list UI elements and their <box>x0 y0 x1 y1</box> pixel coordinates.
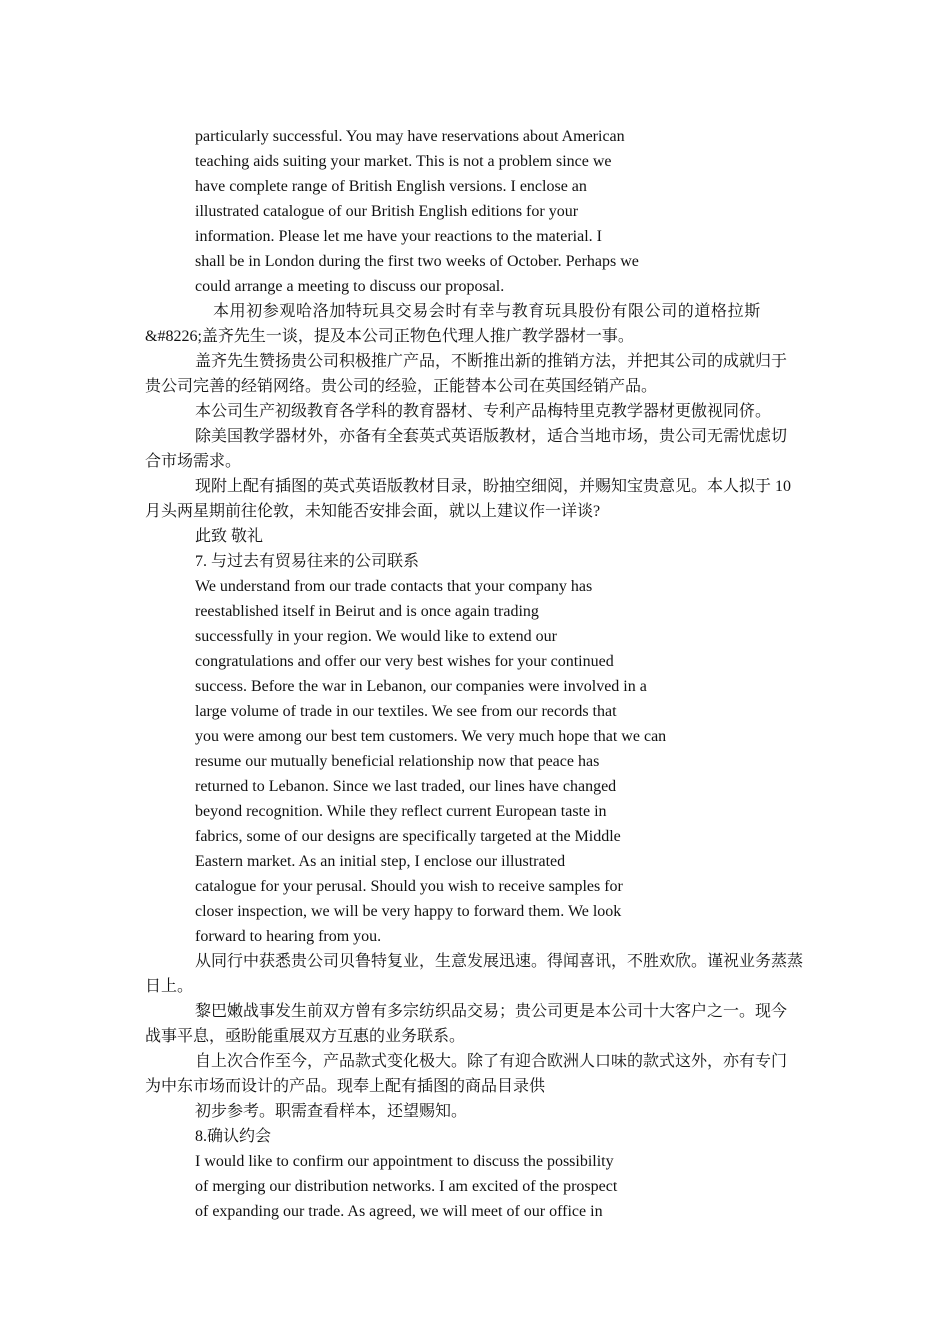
text-line: 自上次合作至今，产品款式变化极大。除了有迎合欧洲人口味的款式这外，亦有专门 <box>195 1053 788 1070</box>
text-line: closer inspection, we will be very happy to forward them. We look <box>195 903 622 920</box>
text-line: large volume of trade in our textiles. We see from our records that <box>195 703 617 720</box>
section-heading: 8.确认约会 <box>195 1128 272 1145</box>
closing-line: 此致 敬礼 <box>195 528 264 545</box>
text-line: 本公司生产初级教育各学科的教育器材、专利产品梅特里克教学器材更傲视同侪。 <box>195 403 772 420</box>
text-line: 为中东市场而设计的产品。现奉上配有插图的商品目录供 <box>145 1078 546 1095</box>
text-line: 战事平息，亟盼能重展双方互惠的业务联系。 <box>145 1028 466 1045</box>
text-line: 现附上配有插图的英式英语版教材目录，盼抽空细阅，并赐知宝贵意见。本人拟于 10 <box>195 478 792 495</box>
text-line: teaching aids suiting your market. This is not a problem since we <box>195 153 612 170</box>
text-line: have complete range of British English versions. I enclose an <box>195 178 587 195</box>
text-line: information. Please let me have your reactions to the material. I <box>195 228 602 245</box>
text-line: illustrated catalogue of our British English editions for your <box>195 203 579 220</box>
text-line: 从同行中获悉贵公司贝鲁特复业，生意发展迅速。得闻喜讯，不胜欢欣。谨祝业务蒸蒸 <box>195 953 804 970</box>
text-line: I would like to confirm our appointment to discuss the possibility <box>195 1153 614 1170</box>
text-line: catalogue for your perusal. Should you wish to receive samples for <box>195 878 623 895</box>
text-line: particularly successful. You may have reservations about American <box>195 128 625 145</box>
text-line: forward to hearing from you. <box>195 928 382 945</box>
text-line: shall be in London during the first two weeks of October. Perhaps we <box>195 253 639 270</box>
text-line: &#8226;盖齐先生一谈，提及本公司正物色代理人推广教学器材一事。 <box>145 328 634 345</box>
text-line: 初步参考。职需查看样本，还望赐知。 <box>195 1103 468 1120</box>
text-line: congratulations and offer our very best wishes for your continued <box>195 653 614 670</box>
text-line: returned to Lebanon. Since we last traded, our lines have changed <box>195 778 617 795</box>
text-line: fabrics, some of our designs are specifically targeted at the Middle <box>195 828 621 845</box>
text-line: 黎巴嫩战事发生前双方曾有多宗纺织品交易；贵公司更是本公司十大客户之一。现今 <box>195 1003 788 1020</box>
text-line: reestablished itself in Beirut and is once again trading <box>195 603 539 620</box>
text-line: 本用初参观哈洛加特玩具交易会时有幸与教育玩具股份有限公司的道格拉斯 <box>213 303 761 320</box>
text-line: 日上。 <box>145 978 194 995</box>
text-line: resume our mutually beneficial relationship now that peace has <box>195 753 600 770</box>
text-line: We understand from our trade contacts that your company has <box>195 578 593 595</box>
text-line: 月头两星期前往伦敦，未知能否安排会面，就以上建议作一详谈? <box>145 503 601 520</box>
text-line: successfully in your region. We would like to extend our <box>195 628 557 645</box>
text-line: Eastern market. As an initial step, I enclose our illustrated <box>195 853 566 870</box>
text-line: 贵公司完善的经销网络。贵公司的经验，正能替本公司在英国经销产品。 <box>145 378 658 395</box>
text-line: success. Before the war in Lebanon, our companies were involved in a <box>195 678 647 695</box>
text-line: beyond recognition. While they reflect current European taste in <box>195 803 607 820</box>
text-line: could arrange a meeting to discuss our proposal. <box>195 278 505 295</box>
text-line: 除美国教学器材外，亦备有全套英式英语版教材，适合当地市场，贵公司无需忧虑切 <box>195 428 788 445</box>
text-line: you were among our best tem customers. We very much hope that we can <box>195 728 667 745</box>
text-line: 盖齐先生赞扬贵公司积极推广产品，不断推出新的推销方法，并把其公司的成就归于 <box>195 353 788 370</box>
text-line: of merging our distribution networks. I am excited of the prospect <box>195 1178 618 1195</box>
text-line: of expanding our trade. As agreed, we will meet of our office in <box>195 1203 603 1220</box>
text-line: 合市场需求。 <box>145 453 242 470</box>
section-heading: 7. 与过去有贸易往来的公司联系 <box>195 553 420 570</box>
